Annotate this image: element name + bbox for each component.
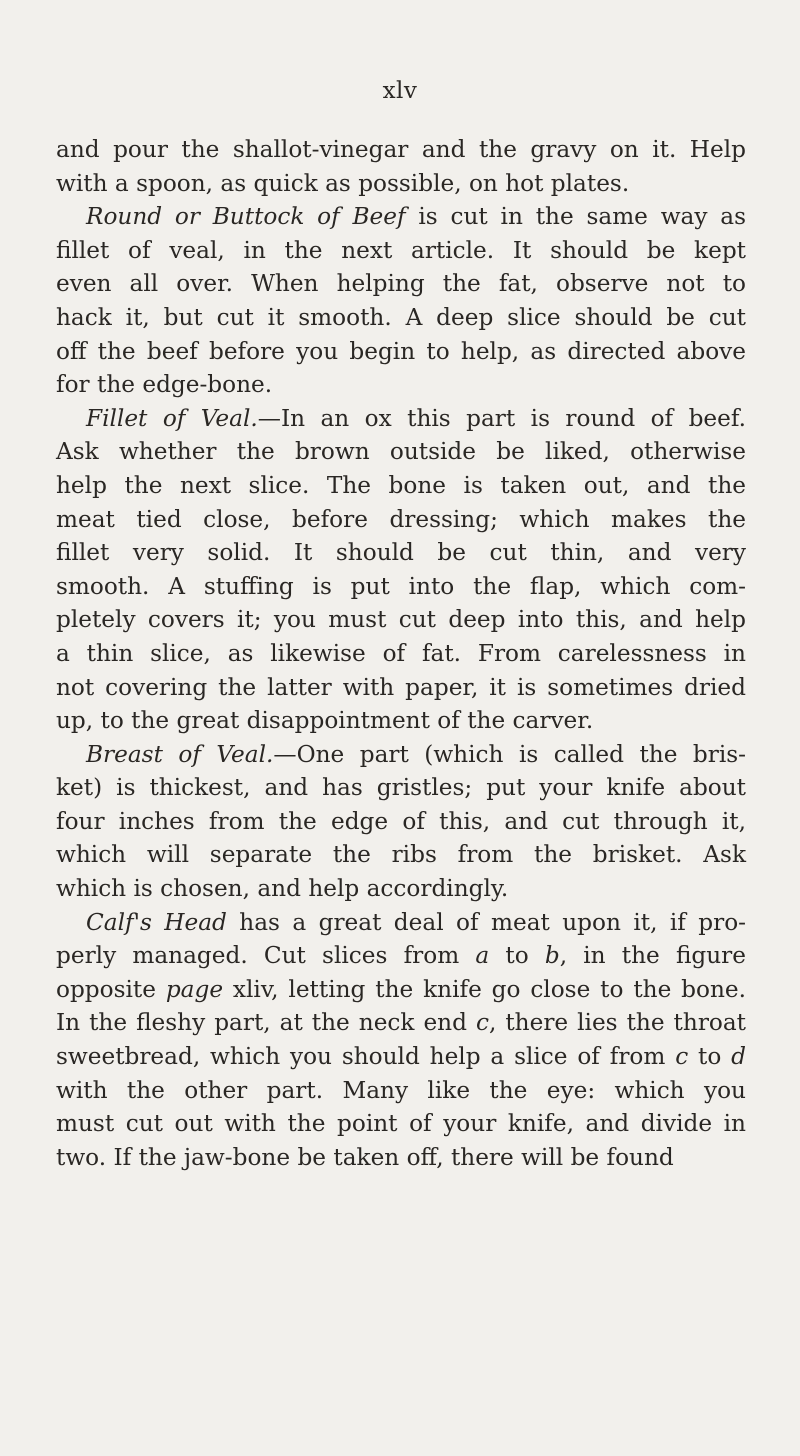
text-segment: ket) is thickest, and has gristles; put your knife about [56,774,746,802]
text-line [56,200,746,234]
text-line [56,805,746,839]
text-segment: which will separate the ribs from the brisket. Ask [56,841,746,869]
text-line [56,872,746,906]
text-line [56,973,746,1007]
text-segment: , there lies the throat [488,1009,746,1037]
text-line [56,906,746,940]
text-line [56,536,746,570]
text-line [56,1040,746,1074]
text-segment: which is chosen, and help accordingly. [56,875,509,903]
italic-text: page [165,975,224,1003]
text-line [56,671,746,705]
text-segment: perly managed. Cut slices from [56,942,476,970]
text-line [56,234,746,268]
text-line [56,939,746,973]
text-line [56,1107,746,1141]
text-line [56,301,746,335]
italic-text: Breast of Veal. [86,740,274,768]
text-segment: to [688,1043,732,1071]
italic-text: c [475,1009,489,1037]
text-segment: , in the figure [559,942,746,970]
text-segment: —One part (which is called the bris- [273,740,746,768]
text-segment: to [489,942,545,970]
text-line [56,402,746,436]
body-text [56,133,746,1174]
text-segment: —In an ox this part is round of beef. [257,404,746,432]
text-segment: opposite [56,975,166,1003]
text-segment: four inches from the edge of this, and cut through it, [56,807,746,835]
text-line [56,603,746,637]
text-segment: pletely covers it; you must cut deep into this, and help [56,606,746,634]
page-number: xlv [382,78,418,104]
text-line [56,1074,746,1108]
text-line [56,435,746,469]
text-segment: fillet of veal, in the next article. It should be kept [56,236,746,264]
text-segment: with a spoon, as quick as possible, on hot plates. [56,169,630,197]
text-line [56,838,746,872]
text-segment: has a great deal of meat upon it, if pro- [226,908,746,936]
text-segment: meat tied close, before dressing; which makes the [56,505,746,533]
text-segment: and pour the shallot-vinegar and the gravy on it. Help [56,136,746,163]
text-segment: a thin slice, as likewise of fat. From carelessness in [56,639,746,667]
text-line [56,469,746,503]
italic-text: d [731,1043,746,1071]
text-segment: up, to the great disappointment of the carver. [56,707,594,735]
text-line [56,335,746,369]
text-line [56,637,746,671]
text-segment: xliv, letting the knife go close to the bone. [223,975,746,1003]
text-line [56,738,746,772]
text-segment: smooth. A stuffing is put into the flap, which com- [56,572,746,600]
text-segment: with the other part. Many like the eye: which you [56,1076,746,1104]
text-segment: sweetbread, which you should help a slice of from [56,1043,676,1071]
text-segment: is cut in the same way as [405,203,746,231]
text-segment: two. If the jaw-bone be taken off, there will be found [56,1143,674,1171]
text-segment: fillet very solid. It should be cut thin, and very [56,539,746,567]
text-line [56,771,746,805]
text-line [56,133,746,167]
text-segment: for the edge-bone. [56,371,273,399]
italic-text: a [475,942,490,970]
text-segment: Ask whether the brown outside be liked, otherwise [56,438,746,466]
text-segment: help the next slice. The bone is taken out, and the [56,471,746,499]
italic-text: b [544,942,560,970]
text-segment: hack it, but cut it smooth. A deep slice should be cut [56,303,746,331]
text-line [56,368,746,402]
text-line [56,1006,746,1040]
text-segment: not covering the latter with paper, it is sometimes dried [56,673,746,701]
italic-text: Round or Buttock of Beef [86,203,406,231]
text-line [56,267,746,301]
text-segment: even all over. When helping the fat, observe not to [56,270,746,298]
text-line [56,704,746,738]
italic-text: Calf's Head [86,908,227,936]
text-segment: off the beef before you begin to help, as directed above [56,337,746,365]
italic-text: c [675,1043,689,1071]
text-line [56,570,746,604]
italic-text: Fillet of Veal. [86,404,258,432]
text-line [56,1141,746,1175]
text-segment: must cut out with the point of your knife, and divide in [56,1110,746,1138]
text-line [56,503,746,537]
text-segment: In the fleshy part, at the neck end [56,1009,476,1037]
text-line [56,167,746,201]
